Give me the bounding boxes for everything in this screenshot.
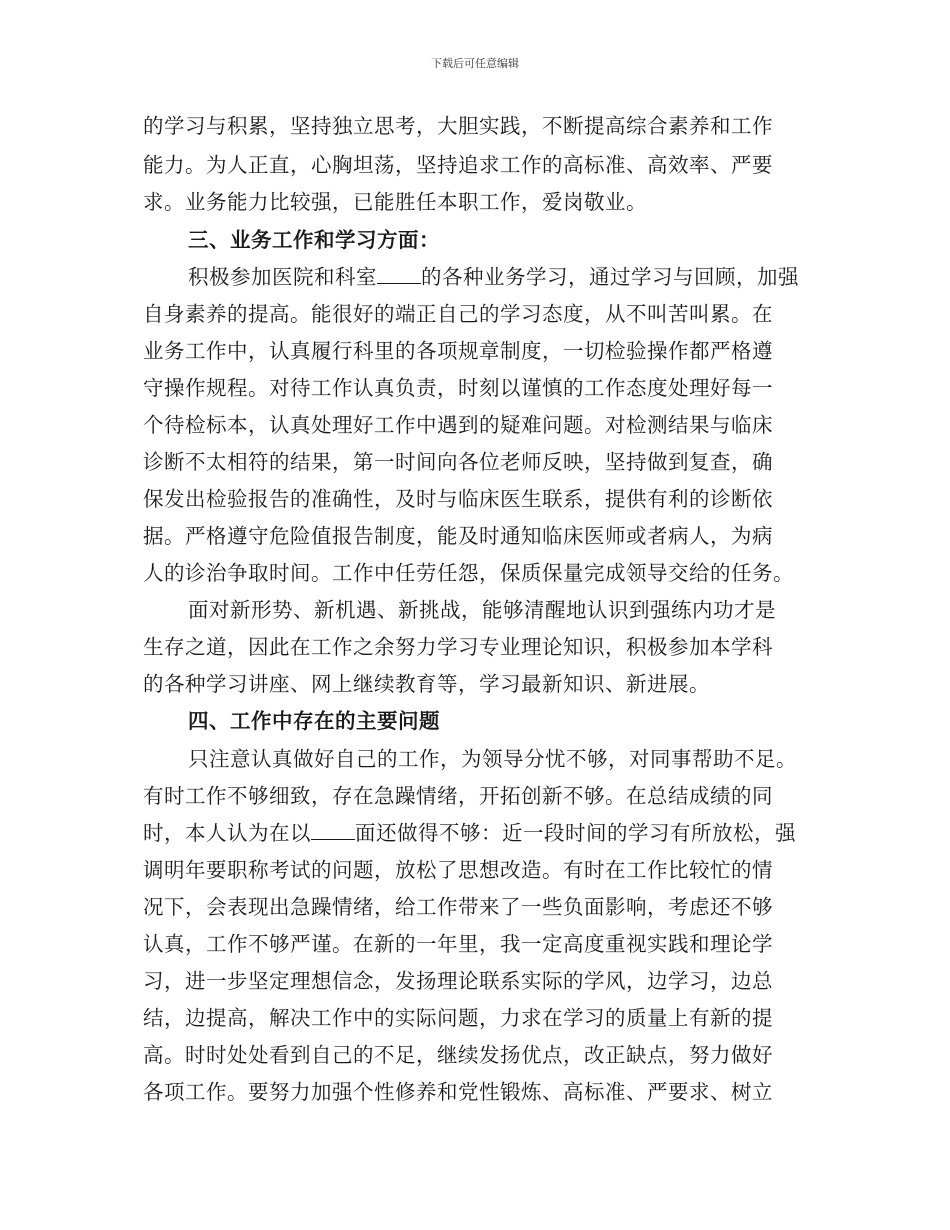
text-line: 结，边提高，解决工作中的实际问题，力求在学习的质量上有新的提 [143, 1006, 773, 1030]
text-line: 调明年要职称考试的问题，放松了思想改造。有时在工作比较忙的情 [143, 858, 773, 882]
text-line [188, 259, 799, 295]
text-line: 自身素养的提高。能很好的端正自己的学习态度，从不叫苦叫累。在 [143, 302, 773, 326]
text-line: 据。严格遵守危险值报告制度，能及时通知临床医师或者病人，为病 [143, 524, 773, 548]
section-heading: 四、工作中存在的主要问题 [188, 709, 440, 733]
blank-underline [311, 817, 355, 840]
text-line: 守操作规程。对待工作认真负责，时刻以谨慎的工作态度处理好每一 [143, 376, 773, 400]
text-line: 认真，工作不够严谨。在新的一年里，我一定高度重视实践和理论学 [143, 932, 773, 956]
text-segment: 的各种业务学习，通过学习与回顾，加强 [421, 265, 799, 289]
text-line: 能力。为人正直，心胸坦荡，坚持追求工作的高标准、高效率、严要 [143, 153, 773, 177]
text-line: 保发出检验报告的准确性，及时与临床医生联系，提供有利的诊断依 [143, 487, 773, 511]
text-line: 况下，会表现出急躁情绪，给工作带来了一些负面影响，考虑还不够 [143, 895, 773, 919]
text-segment: 面还做得不够：近一段时间的学习有所放松，强 [355, 821, 796, 845]
text-line: 人的诊治争取时间。工作中任劳任怨，保质保量完成领导交给的任务。 [143, 561, 794, 585]
section-heading: 三、业务工作和学习方面： [188, 228, 440, 252]
text-segment: 积极参加医院和科室 [188, 265, 377, 289]
text-line: 生存之道，因此在工作之余努力学习专业理论知识，积极参加本学科 [143, 635, 773, 659]
text-line: 有时工作不够细致，存在急躁情绪，开拓创新不够。在总结成绩的同 [143, 784, 773, 808]
page-header: 下载后可任意编辑 [431, 57, 519, 70]
blank-underline [377, 261, 421, 284]
text-line: 习，进一步坚定理想信念，发扬理论联系实际的学风，边学习，边总 [143, 969, 773, 993]
text-line: 面对新形势、新机遇、新挑战，能够清醒地认识到强练内功才是 [188, 598, 776, 622]
text-line: 个待检标本，认真处理好工作中遇到的疑难问题。对检测结果与临床 [143, 413, 773, 437]
text-line: 求。业务能力比较强，已能胜任本职工作，爱岗敬业。 [143, 190, 647, 214]
text-line: 的各种学习讲座、网上继续教育等，学习最新知识、新进展。 [143, 672, 710, 696]
text-line: 的学习与积累，坚持独立思考，大胆实践，不断提高综合素养和工作 [143, 114, 773, 138]
text-line [143, 815, 796, 851]
text-line: 高。时时处处看到自己的不足，继续发扬优点，改正缺点，努力做好 [143, 1043, 773, 1067]
text-line: 只注意认真做好自己的工作，为领导分忧不够，对同事帮助不足。 [188, 747, 797, 771]
text-line: 各项工作。要努力加强个性修养和党性锻炼、高标准、严要求、树立 [143, 1080, 773, 1104]
text-line: 诊断不太相符的结果，第一时间向各位老师反映，坚持做到复查，确 [143, 450, 773, 474]
text-line: 业务工作中，认真履行科里的各项规章制度，一切检验操作都严格遵 [143, 339, 773, 363]
text-segment: 时，本人认为在以 [143, 821, 311, 845]
